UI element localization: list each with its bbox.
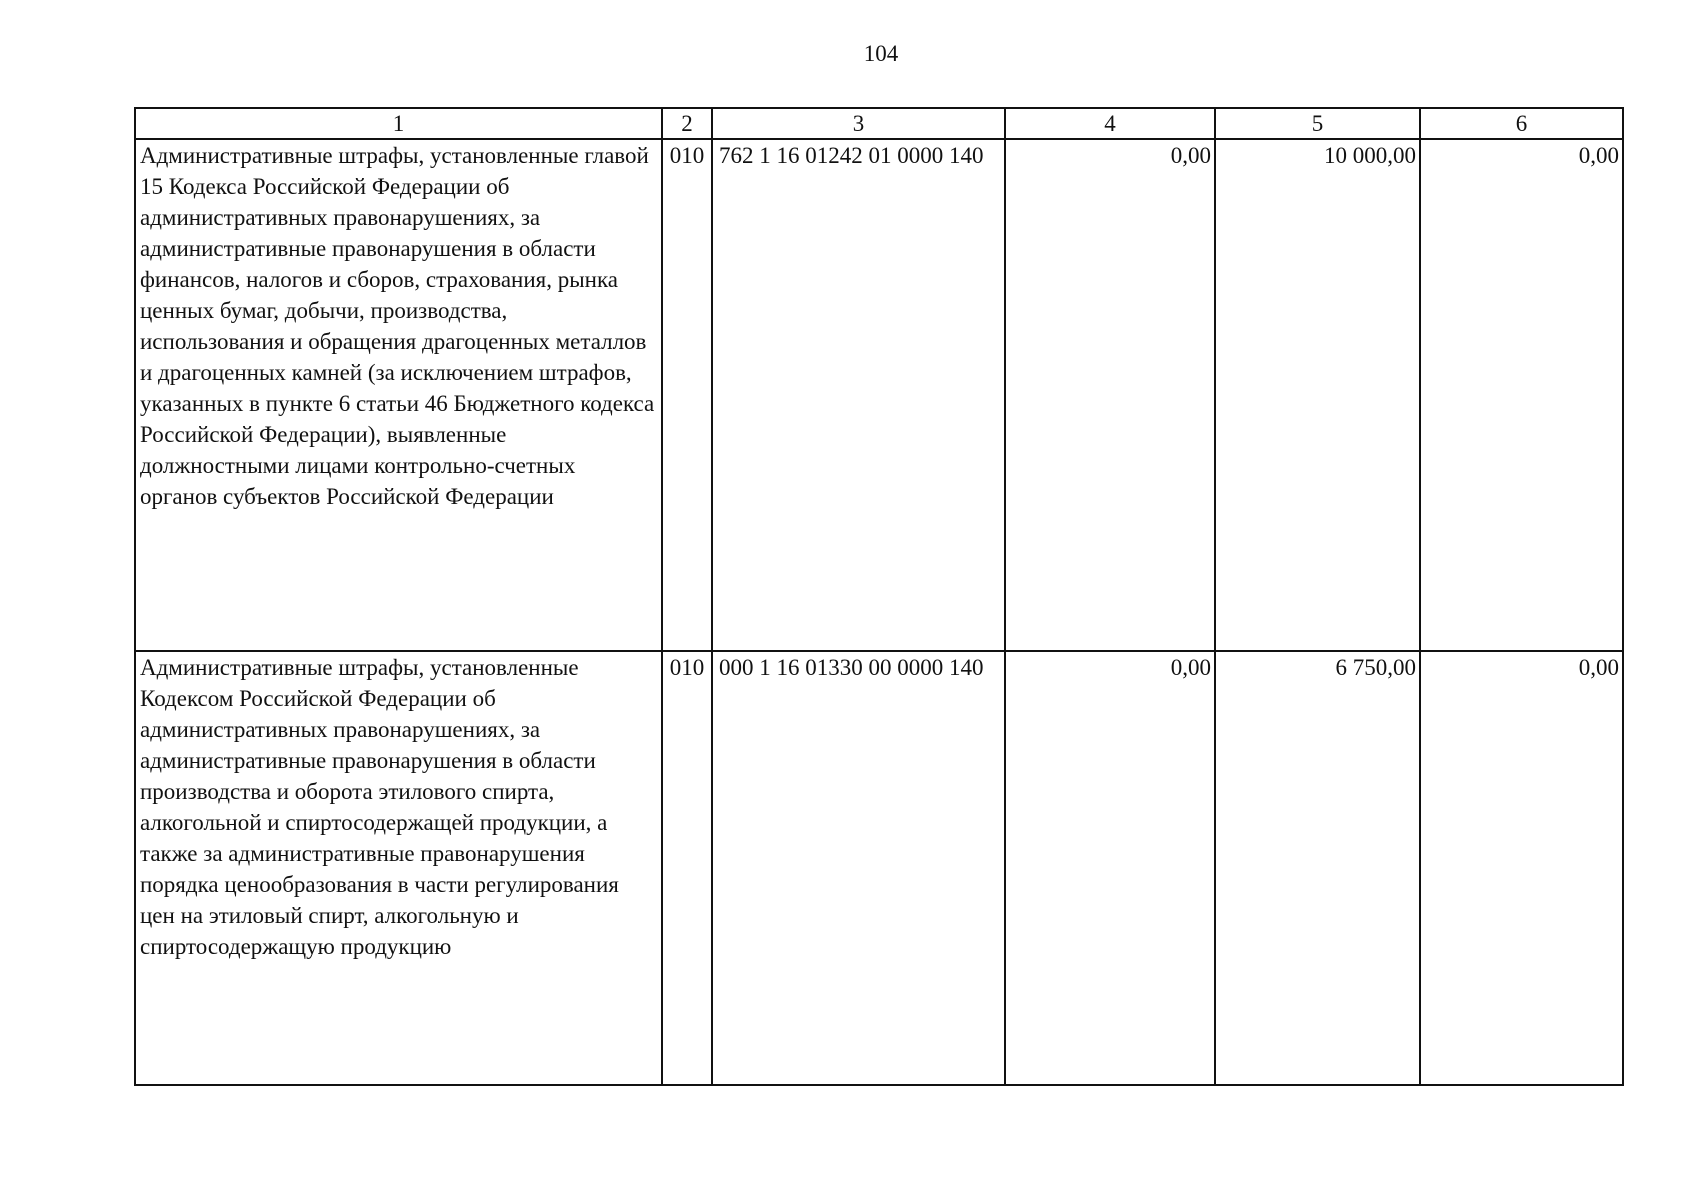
table-row [135, 651, 1623, 1085]
column-header-6: 6 [1420, 108, 1623, 139]
column-header-2: 2 [662, 108, 712, 139]
row-line-code: 010 [662, 139, 712, 651]
row-description: Административные штрафы, установленные Кодексом Российской Федерации об административных правонарушениях, за административные правонарушения в области производства и оборота этилового спирта, алкогольной и спиртосодержащей продукции, а также за административные правонарушения порядка ценообразования в части регулирования цен на этиловый спирт, алкогольную и спиртосодержащую продукцию [135, 651, 662, 1085]
row-value-col5: 10 000,00 [1215, 139, 1420, 651]
row-line-code: 010 [662, 651, 712, 1085]
row-value-col5: 6 750,00 [1215, 651, 1420, 1085]
column-header-3: 3 [712, 108, 1005, 139]
column-header-4: 4 [1005, 108, 1215, 139]
row-value-col6: 0,00 [1420, 651, 1623, 1085]
row-value-col6: 0,00 [1420, 139, 1623, 651]
table-header-row [135, 108, 1623, 139]
row-description: Административные штрафы, установленные главой 15 Кодекса Российской Федерации об административных правонарушениях, за административные правонарушения в области финансов, налогов и сборов, страхования, рынка ценных бумаг, добычи, производства, использования и обращения драгоценных металлов и драгоценных камней (за исключением штрафов, указанных в пункте 6 статьи 46 Бюджетного кодекса Российской Федерации), выявленные должностными лицами контрольно-счетных органов субъектов Российской Федерации [135, 139, 662, 651]
row-budget-code: 000 1 16 01330 00 0000 140 [712, 651, 1005, 1085]
table-row [135, 139, 1623, 651]
page-number: 104 [863, 41, 899, 66]
column-header-5: 5 [1215, 108, 1420, 139]
budget-table [134, 107, 1624, 1086]
row-value-col4: 0,00 [1005, 651, 1215, 1085]
column-header-1: 1 [135, 108, 662, 139]
row-budget-code: 762 1 16 01242 01 0000 140 [712, 139, 1005, 651]
row-value-col4: 0,00 [1005, 139, 1215, 651]
